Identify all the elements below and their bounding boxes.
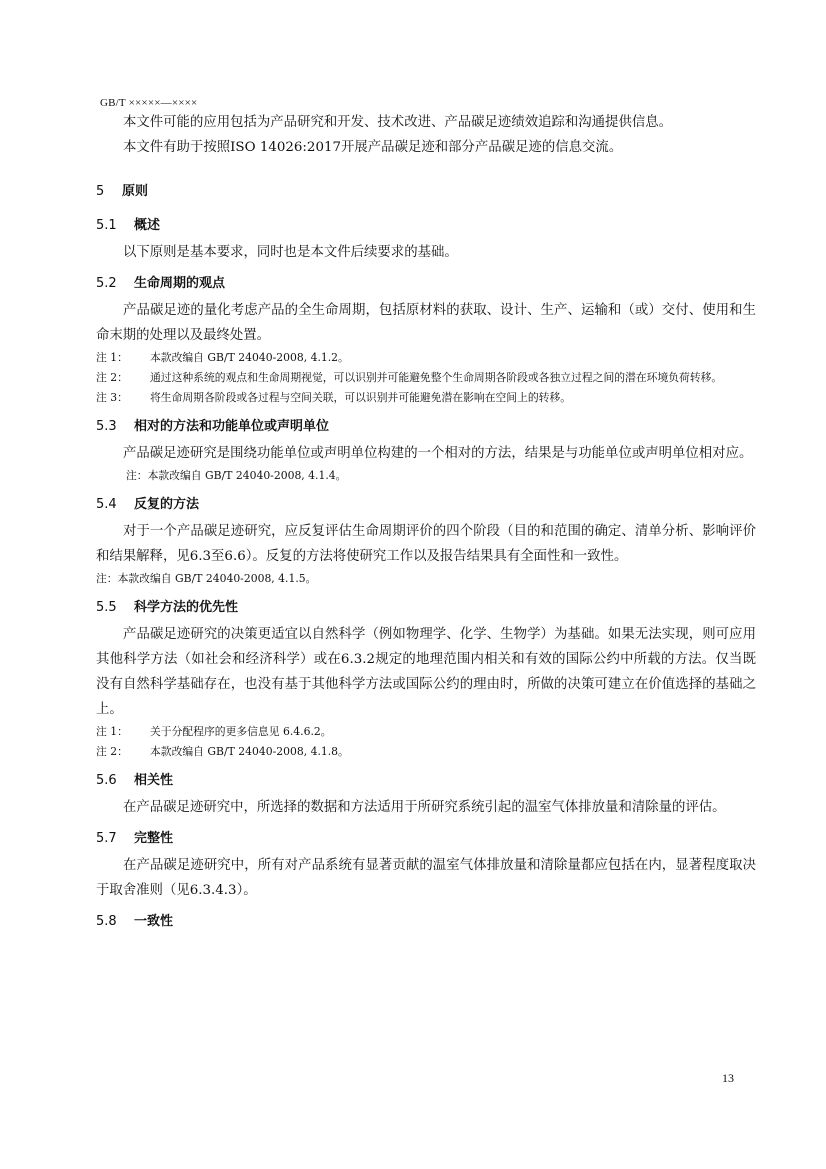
note-label: 注 1： (96, 351, 128, 364)
section-number: 5.6 (96, 773, 117, 788)
section-5-8-heading (96, 912, 756, 932)
section-5-3-heading (96, 417, 756, 437)
section-5-1-heading (96, 216, 756, 236)
document-body (96, 110, 756, 936)
section-5-2-text: 产品碳足迹的量化考虑产品的全生命周期，包括原材料的获取、设计、生产、运输和（或）交付、使用和生命末期的处理以及最终处置。 (96, 303, 756, 343)
section-title: 生命周期的观点 (134, 276, 226, 291)
note-text: 本款改编自 GB/T 24040-2008, 4.1.2。 (150, 351, 349, 364)
section-5-3-text: 产品碳足迹研究是围绕功能单位或声明单位构建的一个相对的方法，结果是与功能单位或声明单位相对应。 (123, 446, 753, 461)
section-number: 5.8 (96, 914, 117, 929)
note-item (96, 742, 756, 762)
section-5-4-heading (96, 495, 756, 515)
note-text: 本款改编自 GB/T 24040-2008, 4.1.5。 (117, 572, 317, 585)
note-item (96, 388, 756, 408)
intro-paragraph-1: 本文件可能的应用包括为产品研究和开发、技术改进、产品碳足迹绩效追踪和沟通提供信息。 (123, 115, 673, 130)
section-title: 一致性 (134, 914, 174, 929)
note-label: 注： (96, 572, 118, 585)
note-item (96, 348, 756, 368)
section-5-5-heading (96, 598, 756, 618)
note-text: 本款改编自 GB/T 24040-2008, 4.1.4。 (147, 469, 347, 482)
section-5-2-heading (96, 274, 756, 294)
section-5-4-text: 对于一个产品碳足迹研究，应反复评估生命周期评价的四个阶段（目的和范围的确定、清单分析、影响评价和结果解释，见6.3至6.6）。反复的方法将使研究工作以及报告结果具有全面性和一致性。 (96, 524, 756, 564)
section-5-1-text: 以下原则是基本要求，同时也是本文件后续要求的基础。 (123, 245, 458, 260)
note-item (96, 368, 756, 388)
section-number: 5.2 (96, 276, 117, 291)
note-text: 本款改编自 GB/T 24040-2008, 4.1.8。 (150, 745, 349, 758)
section-title: 概述 (134, 218, 161, 233)
section-title: 原则 (122, 184, 149, 199)
section-number: 5.7 (96, 831, 117, 846)
note-label: 注 2： (96, 371, 128, 384)
note-label: 注 1： (96, 725, 128, 738)
note-item (96, 466, 756, 486)
section-5-heading (96, 182, 756, 202)
section-number: 5 (96, 184, 105, 199)
note-item (96, 569, 756, 589)
section-title: 科学方法的优先性 (134, 600, 239, 615)
note-label: 注 2： (96, 745, 128, 758)
document-code-header: GB/T ×××××—×××× (100, 97, 198, 109)
page-number: 13 (722, 1071, 734, 1085)
section-number: 5.4 (96, 497, 117, 512)
section-title: 完整性 (134, 831, 174, 846)
note-item (96, 722, 756, 742)
section-5-6-text: 在产品碳足迹研究中，所选择的数据和方法适用于所研究系统引起的温室气体排放量和清除量的评估。 (123, 800, 726, 815)
note-label: 注 3： (96, 391, 128, 404)
section-5-6-heading (96, 771, 756, 791)
note-text: 将生命周期各阶段或各过程与空间关联，可以识别并可能避免潜在影响在空间上的转移。 (150, 391, 572, 404)
section-number: 5.1 (96, 218, 117, 233)
section-title: 相关性 (134, 773, 174, 788)
intro-paragraph-2: 本文件有助于按照ISO 14026:2017开展产品碳足迹和部分产品碳足迹的信息交流。 (123, 140, 623, 155)
section-5-5-text: 产品碳足迹研究的决策更适宜以自然科学（例如物理学、化学、生物学）为基础。如果无法实现，则可应用其他科学方法（如社会和经济科学）或在6.3.2规定的地理范围内相关和有效的国际公约中所载的方法。仅当既没有自然科学基础存在，也没有基于其他科学方法或国际公约的理由时，所做的决策可建立在价值选择的基础之上。 (96, 627, 756, 717)
section-5-7-text: 在产品碳足迹研究中，所有对产品系统有显著贡献的温室气体排放量和清除量都应包括在内，显著程度取决于取舍准则（见6.3.4.3）。 (96, 858, 756, 898)
note-label: 注： (126, 469, 148, 482)
note-text: 关于分配程序的更多信息见 6.4.6.2。 (150, 725, 332, 738)
section-number: 5.3 (96, 419, 117, 434)
section-5-7-heading (96, 829, 756, 849)
section-number: 5.5 (96, 600, 117, 615)
note-text: 通过这种系统的观点和生命周期视觉，可以识别并可能避免整个生命周期各阶段或各独立过程之间的潜在环境负荷转移。 (150, 371, 723, 384)
section-title: 相对的方法和功能单位或声明单位 (134, 419, 330, 434)
section-title: 反复的方法 (134, 497, 200, 512)
